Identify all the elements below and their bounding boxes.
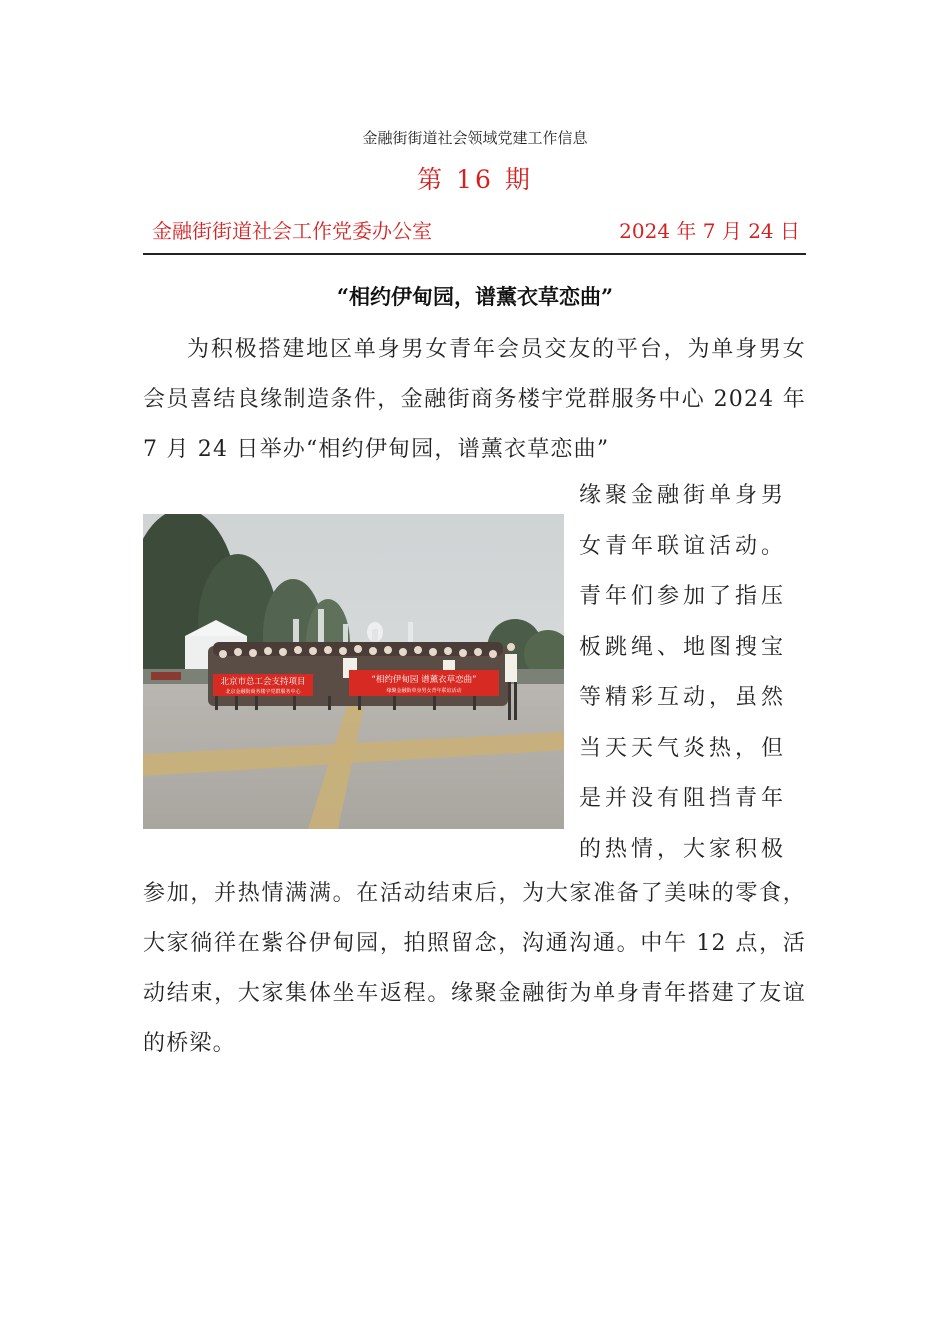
side-line: 女青年联谊活动。	[579, 533, 788, 559]
side-line: 的热情，大家积极	[579, 836, 788, 862]
banner-left-subtext: 北京金融街商务楼宇党群服务中心	[225, 689, 301, 695]
side-line: 缘聚金融街单身男	[579, 483, 788, 508]
issue-number: 第 16 期	[417, 165, 533, 194]
side-line: 当天天气炎热，但	[579, 735, 788, 761]
side-line: 是并没有阻挡青年	[579, 786, 788, 811]
photo-side-text	[579, 471, 808, 875]
banner-right-subtext: 缘聚金融街单身男女青年联谊活动	[386, 688, 462, 694]
side-line: 青年们参加了指压	[579, 584, 788, 609]
article-paragraph-1: 为积极搭建地区单身男女青年会员交友的平台，为单身男女会员喜结良缘制造条件，金融街商务楼宇党群服务中心 2024 年 7 月 24 日举办“相约伊甸园，谱薰衣草恋曲”	[143, 337, 806, 462]
issuing-office: 金融街街道社会工作党委办公室	[152, 219, 432, 243]
header-divider	[143, 253, 806, 255]
banner-right-text: “相约伊甸园 谱薰衣草恋曲”	[371, 675, 477, 685]
article-paragraph-2: 参加，并热情满满。在活动结束后，为大家准备了美味的零食，大家徜徉在紫谷伊甸园，拍照留念，沟通沟通。中午 12 点，活动结束，大家集体坐车返程。缘聚金融街为单身青年搭建了友谊的桥梁。	[143, 881, 806, 1056]
side-line: 等精彩互动，虽然	[579, 685, 788, 710]
side-line: 板跳绳、地图搜宝	[579, 634, 788, 660]
article-title: “相约伊甸园，谱薰衣草恋曲”	[336, 284, 614, 309]
bulletin-header: 金融街街道社会领域党建工作信息	[362, 129, 588, 147]
banner-left-text: 北京市总工会支持项目	[220, 677, 306, 687]
event-group-photo	[143, 514, 564, 829]
issue-date: 2024 年 7 月 24 日	[619, 219, 800, 243]
